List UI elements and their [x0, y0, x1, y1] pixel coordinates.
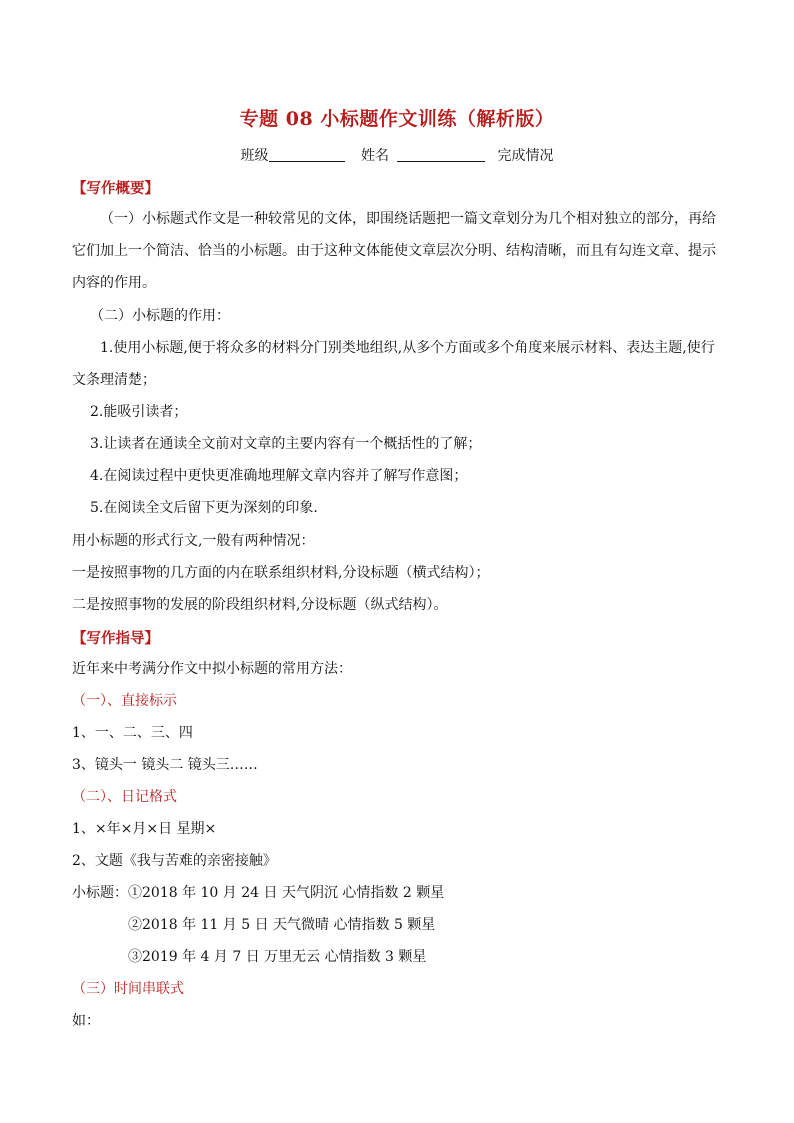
overview-p1-line1: （一）小标题式作文是一种较常见的文体，即围绕话题把一篇文章划分为几个相对独立的部分，再给: [100, 211, 716, 227]
overview-p2-heading: （二）小标题的作用：: [90, 308, 230, 324]
guide-method3-example: 如：: [72, 1013, 100, 1029]
guide-method1-example1: 1、一、二、三、四: [72, 725, 193, 741]
overview-form1: 一是按照事物的几方面的内在联系组织材料,分设标题（横式结构）；: [72, 565, 490, 581]
section-heading-overview: 【写作概要】: [72, 180, 159, 197]
guide-method1-example2: 3、镜头一 镜头二 镜头三……: [72, 757, 258, 773]
guide-intro: 近年来中考满分作文中拟小标题的常用方法：: [72, 661, 352, 677]
name-label: 姓名: [361, 148, 389, 164]
guide-method1-heading: （一）、直接标示: [72, 693, 177, 709]
guide-method2-subtitle3: ③2019 年 4 月 7 日 万里无云 心情指数 3 颗星: [128, 949, 427, 965]
overview-item5: 5.在阅读全文后留下更为深刻的印象.: [90, 500, 318, 516]
overview-p1-line2: 它们加上一个简洁、恰当的小标题。由于这种文体能使文章层次分明、结构清晰，而且有勾连文章、提示: [72, 243, 716, 259]
overview-item2: 2.能吸引读者；: [90, 404, 188, 420]
guide-method2-subtitle1: 小标题：①2018 年 10 月 24 日 天气阴沉 心情指数 2 颗星: [72, 885, 445, 901]
class-label: 班级: [240, 148, 269, 164]
overview-item1-line1: 1.使用小标题,便于将众多的材料分门别类地组织,从多个方面或多个角度来展示材料、表达主题,使行: [100, 340, 715, 356]
overview-forms-intro: 用小标题的形式行文,一般有两种情况：: [72, 533, 315, 549]
name-blank: [397, 147, 485, 162]
overview-item3: 3.让读者在通读全文前对文章的主要内容有一个概括性的了解；: [90, 436, 482, 452]
section-heading-guide: 【写作指导】: [72, 630, 159, 647]
guide-method3-heading: （三）时间串联式: [72, 981, 184, 997]
guide-method2-example2: 2、文题《我与苦难的亲密接触》: [72, 853, 277, 869]
page-title: 专题 08 小标题作文训练（解析版）: [239, 108, 555, 130]
overview-item4: 4.在阅读过程中更快更准确地理解文章内容并了解写作意图；: [90, 468, 468, 484]
overview-form2: 二是按照事物的发展的阶段组织材料,分设标题（纵式结构）。: [72, 597, 448, 613]
guide-method2-heading: （二）、日记格式: [72, 789, 177, 805]
status-label: 完成情况: [497, 148, 554, 164]
student-info-line: [0, 145, 794, 165]
overview-item1-line2: 文条理清楚；: [72, 372, 156, 388]
guide-method2-subtitle2: ②2018 年 11 月 5 日 天气微晴 心情指数 5 颗星: [128, 917, 436, 933]
guide-method2-example1: 1、×年×月×日 星期×: [72, 821, 217, 837]
overview-p1-line3: 内容的作用。: [72, 275, 156, 291]
class-blank: [269, 147, 345, 162]
